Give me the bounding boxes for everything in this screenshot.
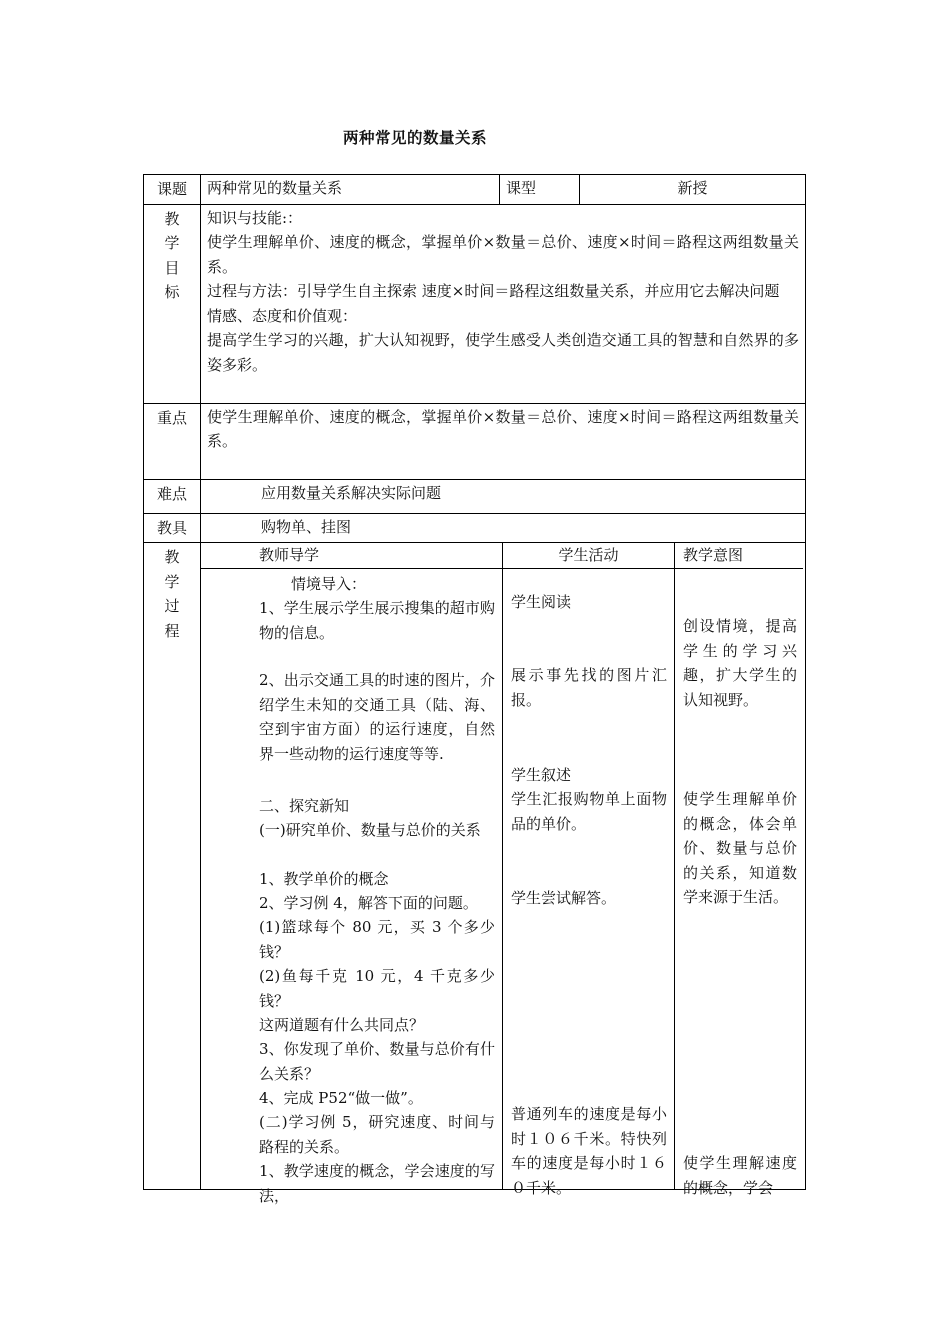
document-title: 两种常见的数量关系: [342, 128, 487, 147]
topic-value: 两种常见的数量关系: [201, 175, 500, 205]
goals-line: 知识与技能:：: [207, 208, 303, 227]
student-activity: 学生尝试解答。: [511, 889, 617, 907]
student-activity: 学生汇报购物单上面物品的单价。: [511, 790, 667, 833]
teacher-item: 3、你发现了单价、数量与总价有什么关系？: [259, 1040, 495, 1083]
teacher-item: 1、教学单价的概念: [259, 870, 389, 888]
goals-line: 使学生理解单价、速度的概念，掌握单价×数量＝总价、速度×时间＝路程这两组数量关系。: [207, 233, 799, 276]
process-content: [201, 543, 806, 1205]
goals-line: 提高学生学习的兴趣，扩大认知视野，使学生感受人类创造交通工具的智慧和自然界的多姿多彩。: [207, 331, 799, 374]
row-goals: [144, 204, 806, 403]
key-point-label: 重点: [144, 403, 201, 479]
row-difficulty: [144, 479, 806, 513]
teacher-question: 这两道题有什么共同点？: [259, 1016, 425, 1034]
student-header-cell: [503, 543, 674, 569]
goals-label-char: 标: [164, 283, 180, 301]
process-label-char: 程: [164, 621, 180, 640]
teacher-item: 4、完成 P52“做一做”。: [259, 1089, 423, 1107]
intent-header: 教学意图: [683, 546, 744, 564]
student-column: [503, 543, 675, 1197]
teacher-question: (2)鱼每千克 10 元，4 千克多少钱？: [259, 967, 495, 1010]
goals-content: [201, 204, 806, 403]
teacher-section: 二、探究新知: [259, 797, 350, 815]
row-key-point: [144, 403, 806, 479]
row-tools: [144, 513, 806, 543]
teaching-intent: 创设情境，提高学生的学习兴趣，扩大学生的认知视野。: [683, 617, 797, 709]
lesson-type-label: 课型: [500, 175, 580, 205]
teacher-question: (1)篮球每个 80 元，买 3 个多少钱？: [259, 918, 495, 961]
teacher-item: 2、出示交通工具的时速的图片，介绍学生未知的交通工具（陆、海、空到宇宙方面）的运行速度，自然界一些动物的运行速度等等.: [259, 671, 495, 763]
lesson-type-value: 新授: [580, 175, 806, 205]
intent-column: [675, 543, 803, 1197]
process-label-char: 教: [164, 548, 180, 566]
difficulty-label: 难点: [144, 479, 201, 513]
tools-label: 教具: [144, 513, 201, 543]
teacher-item: 2、学习例 4，解答下面的问题。: [259, 894, 478, 912]
student-activity: 展示事先找的图片汇报。: [511, 666, 667, 709]
goals-label-char: 目: [164, 258, 180, 277]
process-label-char: 过: [164, 597, 180, 615]
lesson-plan-table: [143, 174, 805, 1205]
student-activity: 普通列车的速度是每小时１０６千米。特快列车的速度是每小时１６０千米。: [511, 1105, 667, 1197]
student-activity: 学生阅读: [511, 593, 572, 611]
teacher-header-cell: [201, 543, 502, 569]
teacher-intro: 情境导入：: [291, 575, 367, 593]
teaching-intent: 使学生理解速度的概念，学会: [683, 1154, 797, 1197]
goals-label-char: 教: [164, 209, 180, 228]
difficulty-value: 应用数量关系解决实际问题: [201, 479, 806, 513]
row-process: [144, 543, 806, 1190]
teacher-column: [201, 543, 503, 1205]
student-header: 学生活动: [558, 546, 619, 564]
goals-line: 过程与方法：引导学生自主探索 速度×时间＝路程这组数量关系，并应用它去解决问题: [207, 282, 780, 300]
tools-value: 购物单、挂图: [201, 513, 806, 543]
process-label: [144, 543, 201, 1190]
teacher-item: 1、学生展示学生展示搜集的超市购物的信息。: [259, 599, 495, 642]
goals-label-char: 学: [164, 234, 180, 252]
teacher-header: 教师导学: [259, 546, 320, 564]
topic-label: 课题: [144, 175, 201, 205]
goals-label: [144, 204, 201, 403]
teacher-subsection: (二)学习例 5，研究速度、时间与路程的关系。: [259, 1113, 495, 1156]
teacher-item: 1、教学速度的概念，学会速度的写法，: [259, 1162, 495, 1205]
goals-line: 情感、态度和价值观：: [207, 306, 358, 325]
student-activity: 学生叙述: [511, 766, 572, 784]
teacher-subsection: (一)研究单价、数量与总价的关系: [259, 821, 481, 839]
row-topic: [144, 175, 806, 205]
key-point-value: 使学生理解单价、速度的概念，掌握单价×数量＝总价、速度×时间＝路程这两组数量关系。: [201, 403, 806, 479]
process-label-char: 学: [164, 572, 180, 591]
intent-header-cell: [675, 543, 803, 569]
teaching-intent: 使学生理解单价的概念，体会单价、数量与总价的关系，知道数学来源于生活。: [683, 790, 797, 906]
